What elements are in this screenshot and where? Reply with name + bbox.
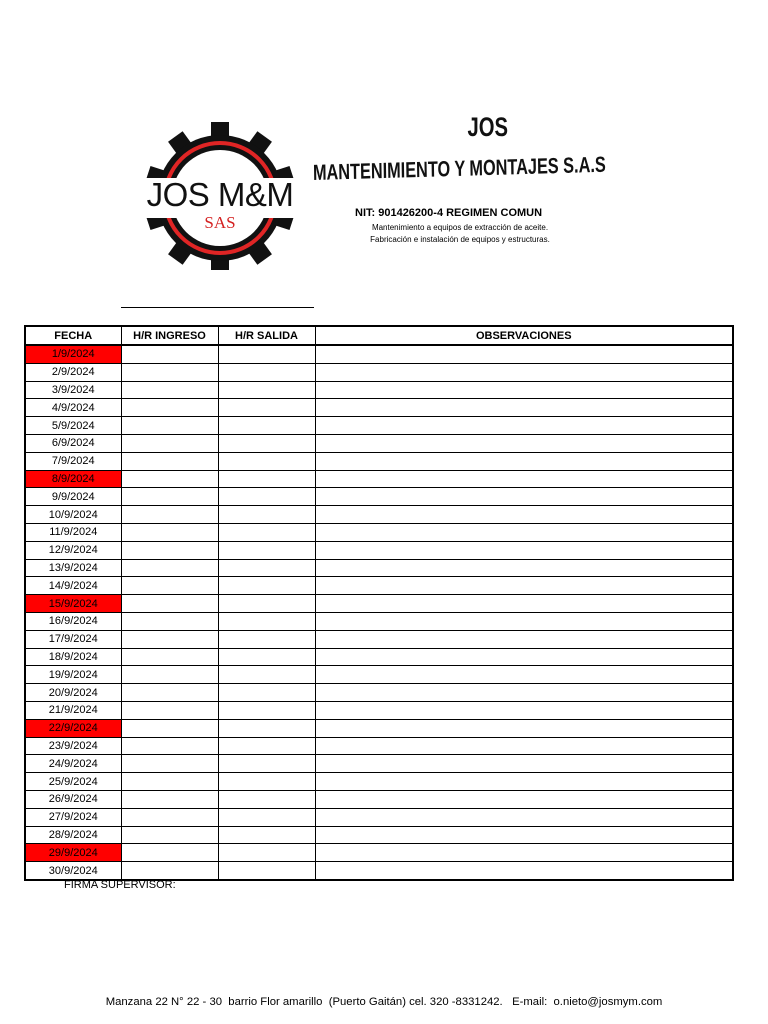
cell-observaciones[interactable] (315, 666, 733, 684)
cell-hr-ingreso[interactable] (121, 417, 218, 435)
table-row (25, 862, 733, 880)
cell-hr-ingreso[interactable] (121, 808, 218, 826)
table-row (25, 470, 733, 488)
cell-observaciones[interactable] (315, 612, 733, 630)
table-row (25, 755, 733, 773)
cell-hr-salida[interactable] (218, 737, 315, 755)
cell-hr-ingreso[interactable] (121, 862, 218, 880)
logo-sub-text: SAS (204, 213, 236, 232)
cell-hr-ingreso[interactable] (121, 399, 218, 417)
cell-fecha: 4/9/2024 (25, 399, 121, 417)
cell-fecha: 25/9/2024 (25, 773, 121, 791)
cell-hr-salida[interactable] (218, 808, 315, 826)
cell-fecha: 15/9/2024 (25, 595, 121, 613)
table-row (25, 452, 733, 470)
cell-fecha: 3/9/2024 (25, 381, 121, 399)
cell-hr-salida[interactable] (218, 755, 315, 773)
cell-fecha: 23/9/2024 (25, 737, 121, 755)
table-row (25, 844, 733, 862)
cell-hr-ingreso[interactable] (121, 630, 218, 648)
cell-observaciones[interactable] (315, 630, 733, 648)
table-row (25, 506, 733, 524)
cell-fecha: 27/9/2024 (25, 808, 121, 826)
cell-observaciones[interactable] (315, 755, 733, 773)
cell-fecha: 29/9/2024 (25, 844, 121, 862)
cell-hr-salida[interactable] (218, 523, 315, 541)
cell-hr-ingreso[interactable] (121, 470, 218, 488)
table-row (25, 434, 733, 452)
table-row (25, 737, 733, 755)
cell-fecha: 26/9/2024 (25, 790, 121, 808)
cell-hr-salida[interactable] (218, 648, 315, 666)
cell-observaciones[interactable] (315, 862, 733, 880)
cell-hr-salida[interactable] (218, 452, 315, 470)
header-hr-salida: H/R SALIDA (218, 326, 315, 345)
cell-hr-ingreso[interactable] (121, 737, 218, 755)
table-row (25, 630, 733, 648)
cell-hr-salida[interactable] (218, 577, 315, 595)
table-row (25, 666, 733, 684)
cell-observaciones[interactable] (315, 541, 733, 559)
cell-observaciones[interactable] (315, 808, 733, 826)
table-row (25, 488, 733, 506)
cell-observaciones[interactable] (315, 773, 733, 791)
cell-fecha: 14/9/2024 (25, 577, 121, 595)
table-row (25, 684, 733, 702)
cell-hr-salida[interactable] (218, 434, 315, 452)
cell-fecha: 6/9/2024 (25, 434, 121, 452)
cell-hr-ingreso[interactable] (121, 381, 218, 399)
table-row (25, 648, 733, 666)
cell-hr-salida[interactable] (218, 844, 315, 862)
cell-fecha: 20/9/2024 (25, 684, 121, 702)
description-line-2: Fabricación e instalación de equipos y estructuras. (370, 235, 550, 244)
table-row (25, 612, 733, 630)
cell-hr-salida[interactable] (218, 506, 315, 524)
cell-fecha: 9/9/2024 (25, 488, 121, 506)
cell-fecha: 5/9/2024 (25, 417, 121, 435)
cell-hr-salida[interactable] (218, 701, 315, 719)
cell-hr-salida[interactable] (218, 773, 315, 791)
cell-fecha: 19/9/2024 (25, 666, 121, 684)
table-row (25, 523, 733, 541)
cell-observaciones[interactable] (315, 826, 733, 844)
cell-fecha: 11/9/2024 (25, 523, 121, 541)
cell-hr-salida[interactable] (218, 595, 315, 613)
cell-hr-ingreso[interactable] (121, 844, 218, 862)
cell-hr-salida[interactable] (218, 488, 315, 506)
attendance-table (24, 325, 734, 881)
cell-observaciones[interactable] (315, 595, 733, 613)
table-row (25, 790, 733, 808)
cell-hr-ingreso[interactable] (121, 666, 218, 684)
cell-hr-ingreso[interactable] (121, 755, 218, 773)
cell-observaciones[interactable] (315, 737, 733, 755)
table-row (25, 719, 733, 737)
cell-fecha: 16/9/2024 (25, 612, 121, 630)
cell-observaciones[interactable] (315, 434, 733, 452)
cell-hr-salida[interactable] (218, 630, 315, 648)
cell-hr-ingreso[interactable] (121, 684, 218, 702)
cell-fecha: 18/9/2024 (25, 648, 121, 666)
cell-observaciones[interactable] (315, 488, 733, 506)
cell-fecha: 8/9/2024 (25, 470, 121, 488)
cell-observaciones[interactable] (315, 399, 733, 417)
table-row (25, 826, 733, 844)
cell-hr-ingreso[interactable] (121, 541, 218, 559)
cell-hr-ingreso[interactable] (121, 452, 218, 470)
table-row (25, 345, 733, 363)
cell-observaciones[interactable] (315, 363, 733, 381)
cell-hr-salida[interactable] (218, 470, 315, 488)
table-row (25, 595, 733, 613)
cell-observaciones[interactable] (315, 719, 733, 737)
table-row (25, 701, 733, 719)
cell-hr-ingreso[interactable] (121, 612, 218, 630)
footer-contact: Manzana 22 N° 22 - 30 barrio Flor amarillo (Puerto Gaitán) cel. 320 -8331242. E-mail: o.nieto@josmym.com (105, 996, 663, 1008)
cell-hr-ingreso[interactable] (121, 488, 218, 506)
cell-observaciones[interactable] (315, 684, 733, 702)
table-row (25, 417, 733, 435)
table-row (25, 381, 733, 399)
cell-hr-ingreso[interactable] (121, 719, 218, 737)
table-row (25, 559, 733, 577)
cell-fecha: 21/9/2024 (25, 701, 121, 719)
cell-observaciones[interactable] (315, 381, 733, 399)
cell-fecha: 12/9/2024 (25, 541, 121, 559)
cell-hr-salida[interactable] (218, 684, 315, 702)
cell-hr-ingreso[interactable] (121, 434, 218, 452)
cell-fecha: 17/9/2024 (25, 630, 121, 648)
company-name: MANTENIMIENTO Y MONTAJES S.A.S (312, 151, 606, 185)
cell-hr-ingreso[interactable] (121, 363, 218, 381)
logo-main-text: JOS M&M (146, 176, 294, 213)
header-observaciones: OBSERVACIONES (315, 326, 733, 345)
cell-hr-ingreso[interactable] (121, 559, 218, 577)
cell-hr-ingreso[interactable] (121, 506, 218, 524)
cell-observaciones[interactable] (315, 345, 733, 363)
table-row (25, 808, 733, 826)
header-fecha: FECHA (25, 326, 121, 345)
supervisor-signature-label: FIRMA SUPERVISOR: (64, 879, 176, 891)
cell-hr-ingreso[interactable] (121, 523, 218, 541)
cell-hr-salida[interactable] (218, 826, 315, 844)
cell-hr-ingreso[interactable] (121, 577, 218, 595)
table-header-row (25, 326, 733, 345)
cell-observaciones[interactable] (315, 523, 733, 541)
table-row (25, 773, 733, 791)
cell-hr-ingreso[interactable] (121, 345, 218, 363)
table-row (25, 577, 733, 595)
cell-hr-salida[interactable] (218, 666, 315, 684)
name-line (121, 307, 314, 308)
cell-hr-salida[interactable] (218, 345, 315, 363)
cell-hr-ingreso[interactable] (121, 595, 218, 613)
cell-fecha: 30/9/2024 (25, 862, 121, 880)
cell-fecha: 1/9/2024 (25, 345, 121, 363)
cell-hr-ingreso[interactable] (121, 773, 218, 791)
cell-observaciones[interactable] (315, 470, 733, 488)
cell-hr-ingreso[interactable] (121, 648, 218, 666)
cell-observaciones[interactable] (315, 417, 733, 435)
cell-hr-ingreso[interactable] (121, 790, 218, 808)
table-row (25, 363, 733, 381)
table-row (25, 399, 733, 417)
cell-hr-salida[interactable] (218, 417, 315, 435)
company-description (352, 222, 568, 246)
cell-observaciones[interactable] (315, 506, 733, 524)
cell-hr-salida[interactable] (218, 363, 315, 381)
company-short-name: JOS (467, 112, 509, 142)
cell-observaciones[interactable] (315, 790, 733, 808)
cell-fecha: 24/9/2024 (25, 755, 121, 773)
cell-hr-salida[interactable] (218, 559, 315, 577)
cell-hr-salida[interactable] (218, 862, 315, 880)
cell-fecha: 10/9/2024 (25, 506, 121, 524)
cell-hr-salida[interactable] (218, 399, 315, 417)
cell-hr-salida[interactable] (218, 790, 315, 808)
cell-hr-salida[interactable] (218, 612, 315, 630)
description-line-1: Mantenimiento a equipos de extracción de aceite. (371, 223, 549, 232)
cell-fecha: 7/9/2024 (25, 452, 121, 470)
cell-observaciones[interactable] (315, 648, 733, 666)
cell-observaciones[interactable] (315, 577, 733, 595)
cell-hr-ingreso[interactable] (121, 826, 218, 844)
cell-observaciones[interactable] (315, 701, 733, 719)
cell-hr-salida[interactable] (218, 541, 315, 559)
cell-observaciones[interactable] (315, 559, 733, 577)
cell-fecha: 28/9/2024 (25, 826, 121, 844)
cell-hr-ingreso[interactable] (121, 701, 218, 719)
company-logo (128, 118, 312, 270)
cell-hr-salida[interactable] (218, 719, 315, 737)
cell-fecha: 22/9/2024 (25, 719, 121, 737)
table-row (25, 541, 733, 559)
cell-hr-salida[interactable] (218, 381, 315, 399)
cell-fecha: 2/9/2024 (25, 363, 121, 381)
nit-line: NIT: 901426200-4 REGIMEN COMUN (355, 207, 543, 219)
cell-observaciones[interactable] (315, 452, 733, 470)
cell-observaciones[interactable] (315, 844, 733, 862)
header-hr-ingreso: H/R INGRESO (121, 326, 218, 345)
cell-fecha: 13/9/2024 (25, 559, 121, 577)
